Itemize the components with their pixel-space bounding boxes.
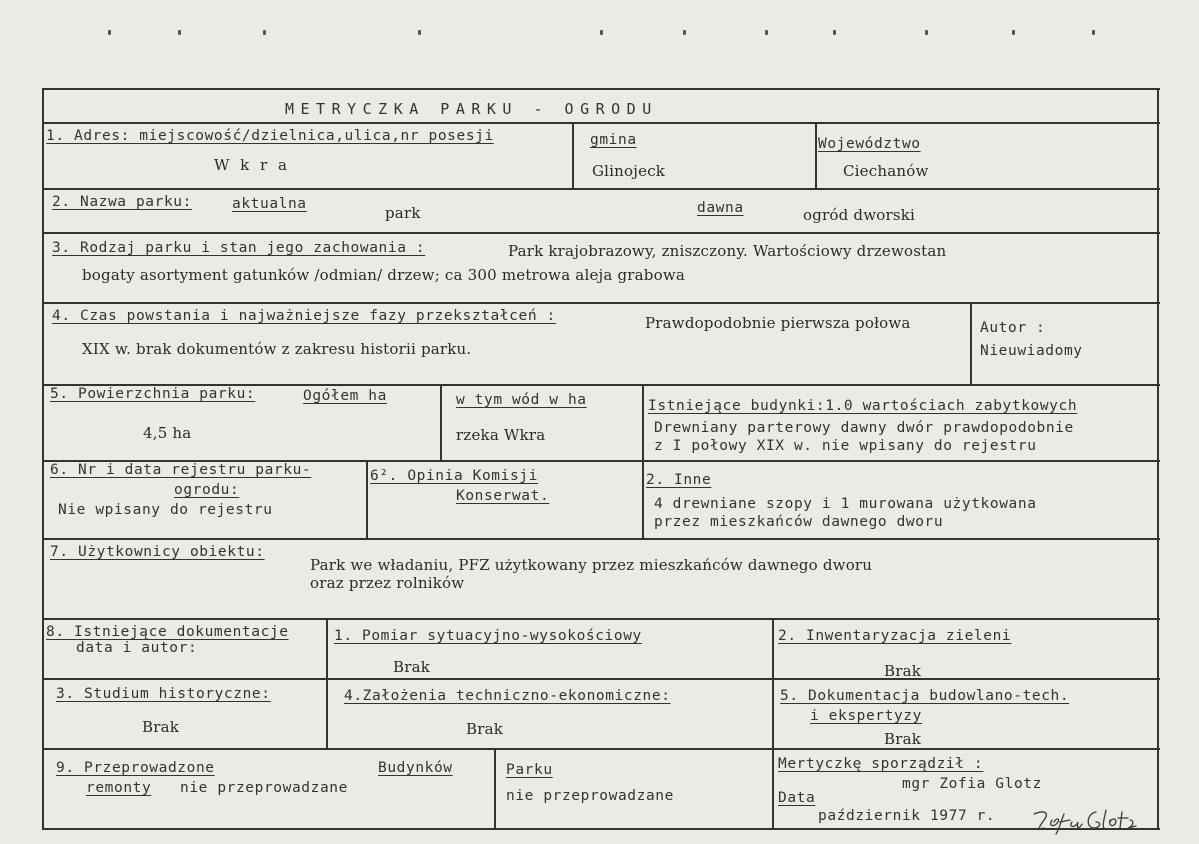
registry-label-1: 6. Nr i data rejestru parku- [50,462,312,478]
address-label: 1. Adres: miejscowość/dzielnica,ulica,nr posesji [46,128,494,144]
rule [42,748,1160,750]
punch-dot [683,30,686,35]
former-name-value: ogród dworski [803,206,916,224]
buildings-label: Istniejące budynki:1.0 wartościach zabytkowych [648,398,1078,414]
form-title: METRYCZKA PARKU - OGRODU [285,100,658,118]
author-label: Autor : [980,320,1046,336]
rule [572,122,574,188]
punch-dot [108,30,111,35]
users-value-2: oraz przez rolników [310,574,465,592]
punch-dot [1092,30,1095,35]
rule [42,232,1160,234]
rule [772,618,774,830]
rule [42,678,1160,680]
buildings-repairs-label: Budynków [378,760,453,776]
historical-study-label: 3. Studium historyczne: [56,686,271,702]
date-label: Data [778,790,816,806]
wojewodztwo-value: Ciechanów [843,162,929,180]
frame-right [1157,88,1159,830]
rule [326,618,328,748]
punch-dot [263,30,266,35]
park-type-value-2: bogaty asortyment gatunków /odmian/ drzew; ca 300 metrowa aleja grabowa [82,266,686,284]
address-value: W k r a [214,156,290,174]
park-type-value-1: Park krajobrazowy, zniszczony. Wartościowy drzewostan [508,242,947,260]
area-value: 4,5 ha [143,424,192,442]
rule [42,302,1160,304]
park-repairs-label: Parku [506,762,553,778]
prepared-by-value: mgr Zofia Glotz [902,776,1042,792]
current-name-label: aktualna [232,196,307,212]
rule [42,122,1160,124]
users-value-1: Park we władaniu, PFZ użytkowany przez mieszkańców dawnego dworu [310,556,873,574]
construction-label-2: i ekspertyzy [810,708,922,724]
punch-dot [765,30,768,35]
frame-left [42,88,44,830]
construction-label-1: 5. Dokumentacja budowlano-tech. [780,688,1070,704]
inventory-label: 2. Inwentaryzacja zieleni [778,628,1012,644]
author-value: Nieuwiadomy [980,343,1083,359]
rule [970,302,972,384]
opinion-label-1: 6². Opinia Komisji [370,468,538,484]
documentation-label-1: 8. Istniejące dokumentacje [46,624,289,640]
technical-label: 4.Założenia techniczno-ekonomiczne: [344,688,671,704]
water-value: rzeka Wkra [456,426,546,444]
history-value-1: Prawdopodobnie pierwsza połowa [645,314,911,332]
documentation-label-2: data i autor: [76,640,198,656]
other-value-2: przez mieszkańców dawnego dworu [654,514,944,530]
gmina-label: gmina [590,132,637,148]
survey-label: 1. Pomiar sytuacyjno-wysokościowy [334,628,642,644]
punch-dot [600,30,603,35]
punch-dot [418,30,421,35]
rule [494,748,496,830]
rule [42,538,1160,540]
registry-value: Nie wpisany do rejestru [58,502,273,518]
water-label: w tym wód w ha [456,392,587,408]
users-label: 7. Użytkownicy obiektu: [50,544,265,560]
rule [440,384,442,460]
frame-top [42,88,1160,90]
rule [42,618,1160,620]
date-value: październik 1977 r. [818,808,996,824]
punch-dot [925,30,928,35]
construction-value: Brak [884,730,922,748]
rule [815,122,817,188]
park-name-label [52,194,192,210]
registry-label-2: ogrodu: [174,482,240,498]
park-type-label: 3. Rodzaj parku i stan jego zachowania : [52,240,426,256]
area-total-label: Ogółem ha [303,388,387,404]
wojewodztwo-label: Województwo [818,136,921,152]
area-label: 5. Powierzchnia parku: [50,386,256,402]
repairs-label-1: 9. Przeprowadzone [56,760,215,776]
current-name-value: park [385,204,421,222]
former-name-label: dawna [697,200,744,216]
park-name-label-text: 2. Nazwa parku: [52,194,192,210]
punch-dot [1012,30,1015,35]
other-value-1: 4 drewniane szopy i 1 murowana użytkowana [654,496,1037,512]
opinion-label-2: Konserwat. [456,488,550,504]
frame-bottom [42,828,1160,830]
survey-value: Brak [393,658,431,676]
history-value-2: XIX w. brak dokumentów z zakresu historii parku. [82,340,472,358]
rule [366,460,368,538]
punch-dot [178,30,181,35]
rule [42,188,1160,190]
technical-value: Brak [466,720,504,738]
park-repairs-value: nie przeprowadzane [506,788,674,804]
inventory-value: Brak [884,662,922,680]
prepared-by-label: Mertyczkę sporządził : [778,756,984,772]
historical-study-value: Brak [142,718,180,736]
rule [642,384,644,538]
gmina-value: Glinojeck [592,162,666,180]
other-label: 2. Inne [646,472,712,488]
repairs-value: nie przeprowadzane [180,780,348,796]
buildings-value-1: Drewniany parterowy dawny dwór prawdopodobnie [654,420,1074,436]
buildings-value-2: z I połowy XIX w. nie wpisany do rejestru [654,438,1037,454]
signature-image [1030,806,1150,836]
punch-dot [833,30,836,35]
history-label: 4. Czas powstania i najważniejsze fazy przekształceń : [52,308,556,324]
repairs-label-2: remonty [86,780,152,796]
